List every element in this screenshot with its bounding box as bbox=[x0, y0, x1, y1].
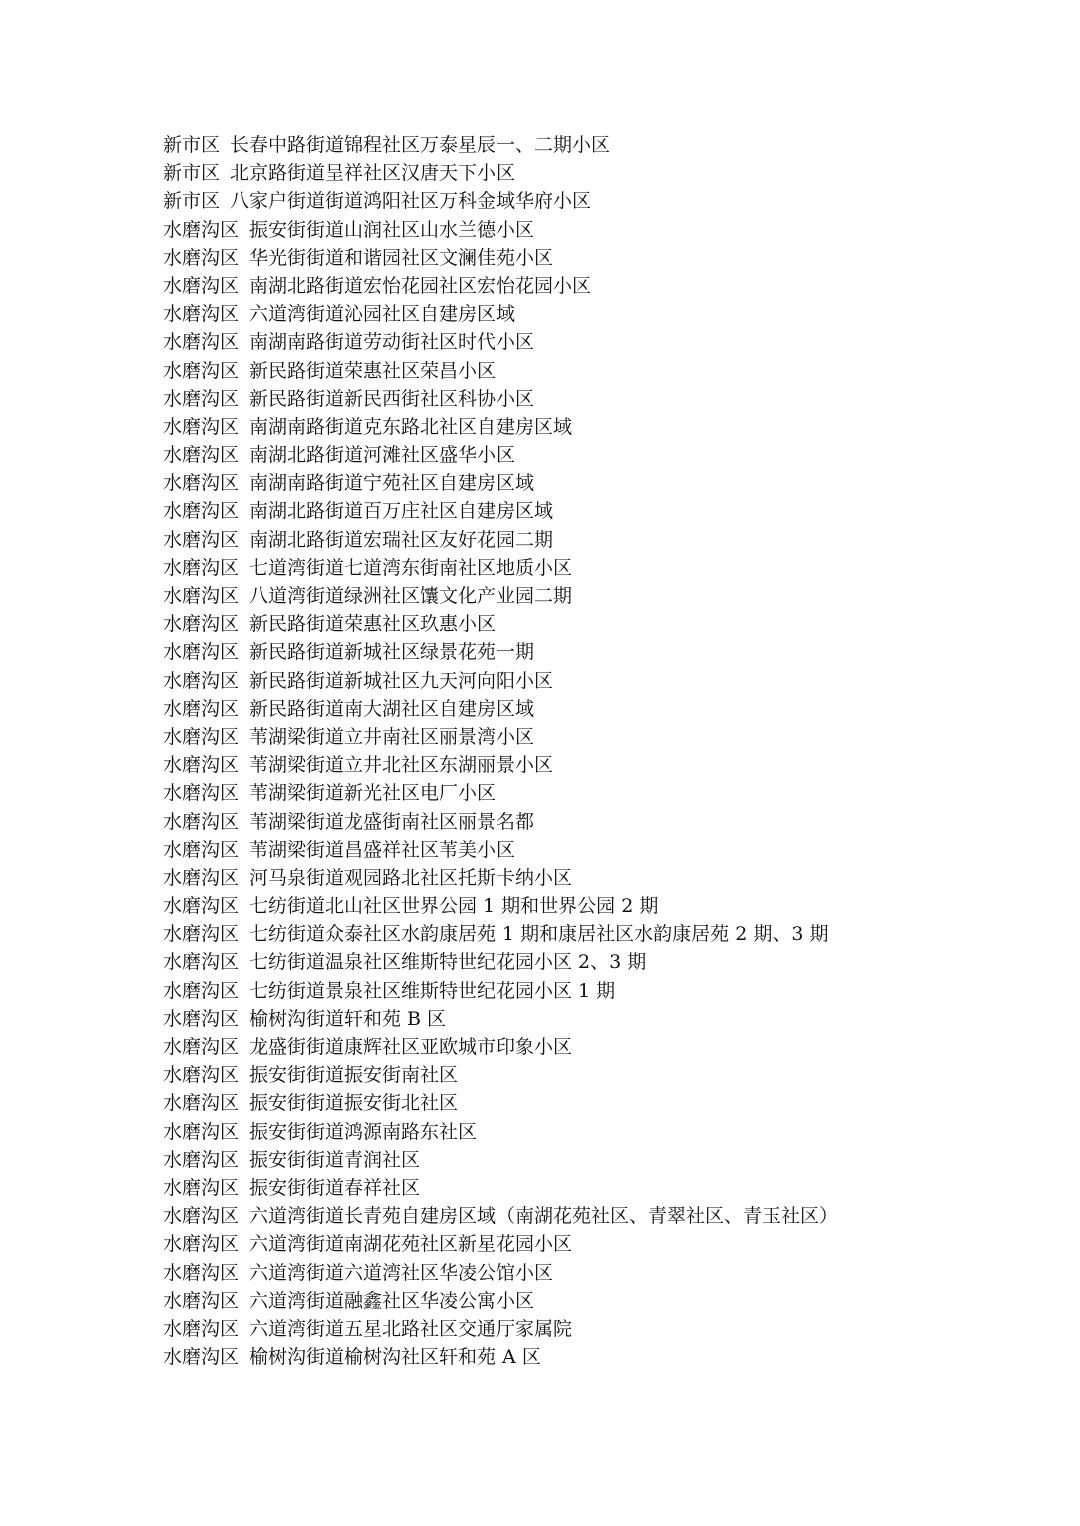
column-gap bbox=[239, 638, 249, 666]
list-item bbox=[163, 497, 1043, 525]
list-item bbox=[163, 300, 1043, 328]
column-gap bbox=[239, 948, 249, 976]
list-item bbox=[163, 244, 1043, 272]
column-gap bbox=[239, 610, 249, 638]
list-item bbox=[163, 836, 1043, 864]
district-name: 新市区 bbox=[163, 134, 221, 156]
location-name: 八家户街道街道鸿阳社区万科金域华府小区 bbox=[230, 190, 592, 213]
community-list bbox=[163, 131, 1043, 1371]
location-name: 榆树沟街道轩和苑 B 区 bbox=[249, 1007, 447, 1030]
list-item bbox=[163, 1343, 1043, 1371]
district-name: 水磨沟区 bbox=[163, 444, 240, 467]
list-item bbox=[163, 216, 1043, 244]
location-name: 新民路街道新城社区绿景花苑一期 bbox=[249, 641, 535, 664]
list-item bbox=[163, 1033, 1043, 1061]
district-name: 水磨沟区 bbox=[163, 979, 240, 1002]
district-name: 水磨沟区 bbox=[163, 1036, 240, 1058]
district-name: 水磨沟区 bbox=[163, 669, 240, 692]
list-item bbox=[163, 1230, 1043, 1258]
district-name: 水磨沟区 bbox=[163, 472, 240, 495]
location-name: 南湖南路街道宁苑社区自建房区域 bbox=[249, 472, 535, 495]
location-name: 新民路街道新城社区九天河向阳小区 bbox=[249, 669, 554, 692]
column-gap bbox=[239, 1061, 249, 1089]
district-name: 水磨沟区 bbox=[163, 725, 240, 748]
column-gap bbox=[239, 779, 249, 807]
location-name: 新民路街道荣惠社区荣昌小区 bbox=[249, 359, 497, 382]
list-item bbox=[163, 159, 1043, 187]
column-gap bbox=[239, 977, 249, 1005]
location-name: 七纺街道温泉社区维斯特世纪花园小区 2、3 期 bbox=[249, 951, 647, 974]
location-name: 六道湾街道南湖花苑社区新星花园小区 bbox=[249, 1233, 573, 1256]
location-name: 南湖南路街道克东路北社区自建房区域 bbox=[249, 415, 573, 438]
column-gap bbox=[239, 1033, 249, 1061]
column-gap bbox=[239, 413, 249, 441]
list-item bbox=[163, 328, 1043, 356]
list-item bbox=[163, 1315, 1043, 1343]
column-gap bbox=[239, 1259, 249, 1287]
district-name: 新市区 bbox=[163, 190, 221, 213]
district-name: 水磨沟区 bbox=[163, 1317, 240, 1340]
column-gap bbox=[239, 808, 249, 836]
location-name: 六道湾街道融鑫社区华凌公寓小区 bbox=[249, 1289, 535, 1312]
district-name: 水磨沟区 bbox=[163, 585, 240, 607]
column-gap bbox=[239, 723, 249, 751]
list-item bbox=[163, 357, 1043, 385]
district-name: 水磨沟区 bbox=[163, 754, 240, 777]
location-name: 北京路街道呈祥社区汉唐天下小区 bbox=[230, 162, 516, 185]
district-name: 水磨沟区 bbox=[163, 331, 240, 354]
district-name: 水磨沟区 bbox=[163, 1205, 240, 1228]
list-item bbox=[163, 1005, 1043, 1033]
district-name: 水磨沟区 bbox=[163, 866, 240, 889]
location-name: 南湖北路街道宏怡花园社区宏怡花园小区 bbox=[249, 274, 592, 297]
location-name: 振安街街道鸿源南路东社区 bbox=[249, 1120, 478, 1143]
column-gap bbox=[239, 272, 249, 300]
location-name: 八道湾街道绿洲社区馕文化产业园二期 bbox=[249, 585, 573, 607]
list-item bbox=[163, 582, 1043, 610]
column-gap bbox=[239, 328, 249, 356]
column-gap bbox=[239, 1089, 249, 1117]
column-gap bbox=[239, 1230, 249, 1258]
location-name: 新民路街道新民西街社区科协小区 bbox=[249, 387, 535, 410]
district-name: 水磨沟区 bbox=[163, 1092, 240, 1115]
location-name: 六道湾街道六道湾社区华凌公馆小区 bbox=[249, 1261, 554, 1284]
district-name: 水磨沟区 bbox=[163, 246, 240, 269]
column-gap bbox=[239, 1287, 249, 1315]
list-item bbox=[163, 272, 1043, 300]
column-gap bbox=[239, 385, 249, 413]
district-name: 水磨沟区 bbox=[163, 1261, 240, 1284]
district-name: 水磨沟区 bbox=[163, 1064, 240, 1087]
list-item bbox=[163, 131, 1043, 159]
list-item bbox=[163, 610, 1043, 638]
district-name: 水磨沟区 bbox=[163, 641, 240, 664]
district-name: 水磨沟区 bbox=[163, 697, 240, 720]
list-item bbox=[163, 892, 1043, 920]
list-item bbox=[163, 779, 1043, 807]
location-name: 南湖北路街道宏瑞社区友好花园二期 bbox=[249, 528, 554, 551]
district-name: 水磨沟区 bbox=[163, 613, 240, 636]
location-name: 榆树沟街道榆树沟社区轩和苑 A 区 bbox=[249, 1346, 541, 1369]
location-name: 河马泉街道观园路北社区托斯卡纳小区 bbox=[249, 866, 573, 889]
district-name: 水磨沟区 bbox=[163, 359, 240, 382]
list-item bbox=[163, 723, 1043, 751]
list-item bbox=[163, 385, 1043, 413]
list-item bbox=[163, 526, 1043, 554]
column-gap bbox=[239, 920, 249, 948]
location-name: 苇湖梁街道立井南社区丽景湾小区 bbox=[249, 725, 535, 748]
column-gap bbox=[239, 864, 249, 892]
location-name: 振安街街道青润社区 bbox=[249, 1148, 421, 1171]
list-item bbox=[163, 948, 1043, 976]
location-name: 苇湖梁街道昌盛祥社区苇美小区 bbox=[249, 838, 516, 861]
location-name: 龙盛街街道康辉社区亚欧城市印象小区 bbox=[249, 1036, 573, 1058]
column-gap bbox=[239, 526, 249, 554]
list-item bbox=[163, 413, 1043, 441]
district-name: 水磨沟区 bbox=[163, 274, 240, 297]
column-gap bbox=[239, 1315, 249, 1343]
district-name: 水磨沟区 bbox=[163, 556, 240, 579]
list-item bbox=[163, 1089, 1043, 1117]
column-gap bbox=[239, 216, 249, 244]
column-gap bbox=[239, 892, 249, 920]
list-item bbox=[163, 554, 1043, 582]
list-item bbox=[163, 187, 1043, 215]
list-item bbox=[163, 808, 1043, 836]
location-name: 苇湖梁街道立井北社区东湖丽景小区 bbox=[249, 754, 554, 777]
district-name: 水磨沟区 bbox=[163, 387, 240, 410]
list-item bbox=[163, 977, 1043, 1005]
district-name: 水磨沟区 bbox=[163, 810, 240, 833]
district-name: 水磨沟区 bbox=[163, 1148, 240, 1171]
list-item bbox=[163, 695, 1043, 723]
location-name: 六道湾街道五星北路社区交通厅家属院 bbox=[249, 1317, 573, 1340]
district-name: 水磨沟区 bbox=[163, 500, 240, 523]
list-item bbox=[163, 1061, 1043, 1089]
location-name: 六道湾街道沁园社区自建房区域 bbox=[249, 303, 516, 326]
location-name: 振安街街道振安街南社区 bbox=[249, 1064, 459, 1087]
list-item bbox=[163, 1259, 1043, 1287]
district-name: 水磨沟区 bbox=[163, 951, 240, 974]
list-item bbox=[163, 667, 1043, 695]
list-item bbox=[163, 751, 1043, 779]
location-name: 苇湖梁街道龙盛街南社区丽景名都 bbox=[249, 810, 535, 833]
column-gap bbox=[239, 1146, 249, 1174]
district-name: 水磨沟区 bbox=[163, 415, 240, 438]
district-name: 水磨沟区 bbox=[163, 303, 240, 326]
column-gap bbox=[239, 667, 249, 695]
location-name: 新民路街道荣惠社区玖惠小区 bbox=[249, 613, 497, 636]
column-gap bbox=[239, 1343, 249, 1371]
column-gap bbox=[239, 441, 249, 469]
location-name: 振安街街道山润社区山水兰德小区 bbox=[249, 218, 535, 241]
list-item bbox=[163, 638, 1043, 666]
column-gap bbox=[239, 300, 249, 328]
list-item bbox=[163, 864, 1043, 892]
district-name: 水磨沟区 bbox=[163, 528, 240, 551]
list-item bbox=[163, 1118, 1043, 1146]
column-gap bbox=[239, 751, 249, 779]
location-name: 振安街街道春祥社区 bbox=[249, 1176, 421, 1199]
district-name: 水磨沟区 bbox=[163, 782, 240, 805]
list-item bbox=[163, 1202, 1043, 1230]
location-name: 六道湾街道长青苑自建房区域（南湖花苑社区、青翠社区、青玉社区） bbox=[249, 1205, 839, 1228]
district-name: 水磨沟区 bbox=[163, 1233, 240, 1256]
district-name: 水磨沟区 bbox=[163, 218, 240, 241]
district-name: 水磨沟区 bbox=[163, 923, 240, 946]
list-item bbox=[163, 1174, 1043, 1202]
column-gap bbox=[239, 1118, 249, 1146]
column-gap bbox=[239, 1202, 249, 1230]
district-name: 水磨沟区 bbox=[163, 1346, 240, 1369]
district-name: 水磨沟区 bbox=[163, 838, 240, 861]
district-name: 水磨沟区 bbox=[163, 1289, 240, 1312]
location-name: 七道湾街道七道湾东街南社区地质小区 bbox=[249, 556, 573, 579]
list-item bbox=[163, 1146, 1043, 1174]
location-name: 南湖北路街道河滩社区盛华小区 bbox=[249, 444, 516, 467]
column-gap bbox=[239, 1005, 249, 1033]
location-name: 七纺街道景泉社区维斯特世纪花园小区 1 期 bbox=[249, 979, 616, 1002]
column-gap bbox=[239, 695, 249, 723]
column-gap bbox=[220, 187, 230, 215]
district-name: 水磨沟区 bbox=[163, 1007, 240, 1030]
list-item bbox=[163, 920, 1043, 948]
location-name: 新民路街道南大湖社区自建房区域 bbox=[249, 697, 535, 720]
column-gap bbox=[239, 554, 249, 582]
column-gap bbox=[239, 469, 249, 497]
location-name: 长春中路街道锦程社区万泰星辰一、二期小区 bbox=[230, 134, 611, 156]
location-name: 振安街街道振安街北社区 bbox=[249, 1092, 459, 1115]
location-name: 七纺街道众泰社区水韵康居苑 1 期和康居社区水韵康居苑 2 期、3 期 bbox=[249, 923, 829, 946]
location-name: 华光街街道和谐园社区文澜佳苑小区 bbox=[249, 246, 554, 269]
district-name: 水磨沟区 bbox=[163, 895, 240, 918]
column-gap bbox=[239, 1174, 249, 1202]
column-gap bbox=[239, 357, 249, 385]
list-item bbox=[163, 469, 1043, 497]
column-gap bbox=[239, 497, 249, 525]
column-gap bbox=[220, 131, 230, 159]
location-name: 南湖北路街道百万庄社区自建房区域 bbox=[249, 500, 554, 523]
location-name: 苇湖梁街道新光社区电厂小区 bbox=[249, 782, 497, 805]
district-name: 水磨沟区 bbox=[163, 1120, 240, 1143]
list-item bbox=[163, 441, 1043, 469]
district-name: 水磨沟区 bbox=[163, 1176, 240, 1199]
column-gap bbox=[239, 244, 249, 272]
column-gap bbox=[239, 582, 249, 610]
list-item bbox=[163, 1287, 1043, 1315]
location-name: 七纺街道北山社区世界公园 1 期和世界公园 2 期 bbox=[249, 895, 659, 918]
column-gap bbox=[220, 159, 230, 187]
column-gap bbox=[239, 836, 249, 864]
district-name: 新市区 bbox=[163, 162, 221, 185]
location-name: 南湖南路街道劳动街社区时代小区 bbox=[249, 331, 535, 354]
